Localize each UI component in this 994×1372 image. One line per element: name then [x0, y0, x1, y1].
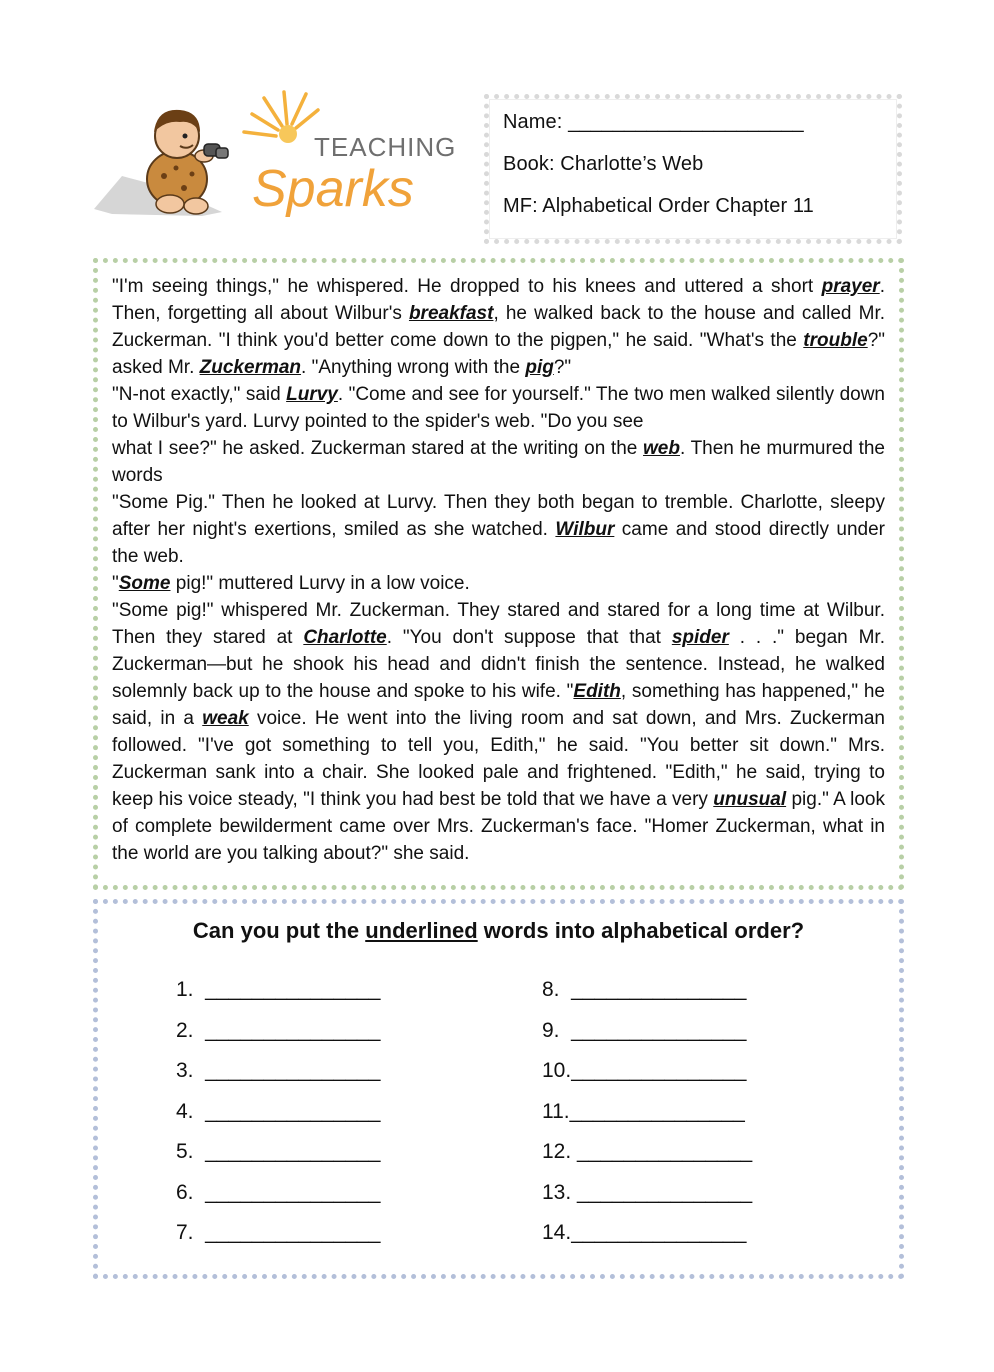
passage-text-segment: . Then, forgetting all about Wilbur's [112, 276, 885, 324]
passage-text-segment: voice. He went into the living room and sat down, and Mrs. Zuckerman followed. "I've got something to tell you, Edith," he said. "You better sit down." Mrs. Zuckerman sank into a chair. She looked pale and frightened. "Edith," he said, trying to keep his voice steady, "I think you had best be told that we have a very [112, 708, 885, 810]
passage-text-segment: . Then he murmured the words [112, 438, 885, 486]
answer-blank-12[interactable]: 12. _______________ [542, 1140, 753, 1163]
passage-text-segment: , something has happened," he said, in a [112, 681, 885, 729]
answer-column-left [176, 970, 380, 1254]
answer-blank-7[interactable]: 7. _______________ [176, 1221, 381, 1244]
answer-blank-6[interactable]: 6. _______________ [176, 1180, 381, 1204]
answer-blank-1[interactable]: 1. _______________ [176, 978, 381, 1001]
answer-blank-8[interactable]: 8. _______________ [542, 978, 747, 1001]
answer-blank-13[interactable]: 13. _______________ [542, 1180, 753, 1204]
underlined-word: Charlotte [303, 627, 387, 648]
passage-text-segment: ?" [553, 357, 572, 378]
passage-text-segment: came and stood directly under the web. [112, 519, 886, 567]
passage-paragraph [112, 570, 885, 597]
underlined-word: spider [671, 627, 729, 648]
svg-text:Sparks: Sparks [252, 160, 414, 218]
passage-text-segment: . "Anything wrong with the [301, 357, 526, 378]
underlined-word: prayer [821, 276, 880, 297]
underlined-word: pig [525, 357, 554, 378]
passage-paragraph [112, 381, 885, 435]
passage-text-segment: "Some pig!" whispered Mr. Zuckerman. They stared and stared for a long time at Wilbur. Then they stared at [112, 600, 885, 648]
underlined-word: breakfast [408, 303, 494, 324]
question-text-after: words into alphabetical order? [477, 918, 805, 943]
question-heading [98, 918, 899, 944]
passage-paragraph [112, 435, 885, 489]
answer-blank-11[interactable]: 11._______________ [542, 1099, 745, 1123]
underlined-word: Lurvy [286, 384, 338, 405]
underlined-word: Zuckerman [199, 357, 302, 378]
answer-blank-10[interactable]: 10._______________ [542, 1059, 747, 1082]
passage-text [112, 273, 885, 867]
passage-text-segment: "N-not exactly," said [112, 384, 287, 405]
student-info-box [484, 94, 902, 244]
mf-line: MF: Alphabetical Order Chapter 11 [503, 195, 814, 217]
underlined-word: web [643, 438, 680, 459]
underlined-word: Edith [573, 681, 621, 702]
passage-box [93, 258, 904, 890]
passage-text-segment: ?" asked Mr. [112, 330, 885, 378]
passage-paragraph [112, 273, 885, 381]
passage-text-segment: , he walked back to the house and called Mr. Zuckerman. "I think you'd better come down to the pigpen," he said. "What's the [112, 303, 886, 351]
answer-blank-2[interactable]: 2. _______________ [176, 1018, 381, 1042]
passage-text-segment: . "Come and see for yourself." The two men walked silently down to Wilbur's yard. Lurvy pointed to the spider's web. "Do you see [112, 384, 885, 432]
underlined-word: weak [202, 708, 249, 729]
answer-blank-4[interactable]: 4. _______________ [176, 1099, 381, 1123]
answer-blank-9[interactable]: 9. _______________ [542, 1018, 747, 1042]
passage-paragraph [112, 489, 885, 570]
question-underlined-word: underlined [365, 918, 478, 943]
passage-text-segment: . . ." began Mr. Zuckerman—but he shook his head and didn't finish the sentence. Instead, he walked solemnly back up to the house and spoke to his wife. " [112, 627, 885, 702]
passage-paragraph [112, 597, 885, 867]
passage-text-segment: "I'm seeing things," he whispered. He dropped to his knees and uttered a short [112, 276, 822, 297]
question-box [93, 899, 904, 1279]
passage-text-segment: " [112, 573, 119, 594]
answer-blank-3[interactable]: 3. _______________ [176, 1059, 381, 1082]
underlined-word: Some [118, 573, 171, 594]
book-line: Book: Charlotte’s Web [503, 153, 704, 175]
teaching-sparks-logo [92, 84, 464, 234]
underlined-word: unusual [713, 789, 787, 810]
passage-text-segment: pig." A look of complete bewilderment came over Mrs. Zuckerman's face. "Homer Zuckerman, what in the world are you talking about?" she said. [112, 789, 885, 864]
answer-column-right [542, 970, 752, 1254]
svg-text:TEACHING: TEACHING [314, 132, 457, 162]
answer-blank-14[interactable]: 14._______________ [542, 1221, 747, 1244]
passage-text-segment: . "You don't suppose that that [386, 627, 672, 648]
underlined-word: trouble [803, 330, 868, 351]
answer-blank-5[interactable]: 5. _______________ [176, 1140, 381, 1163]
passage-text-segment: what I see?" he asked. Zuckerman stared at the writing on the [112, 438, 644, 459]
passage-text-segment: pig!" muttered Lurvy in a low voice. [170, 573, 470, 594]
caveman-logo-icon [92, 84, 464, 234]
question-text-before: Can you put the [192, 918, 366, 943]
underlined-word: Wilbur [555, 519, 615, 540]
passage-text-segment: "Some Pig." Then he looked at Lurvy. Then they both began to tremble. Charlotte, sleepy after her night's exertions, smiled as she watched. [112, 492, 885, 540]
name-line[interactable]: Name: _____________________ [503, 111, 804, 133]
